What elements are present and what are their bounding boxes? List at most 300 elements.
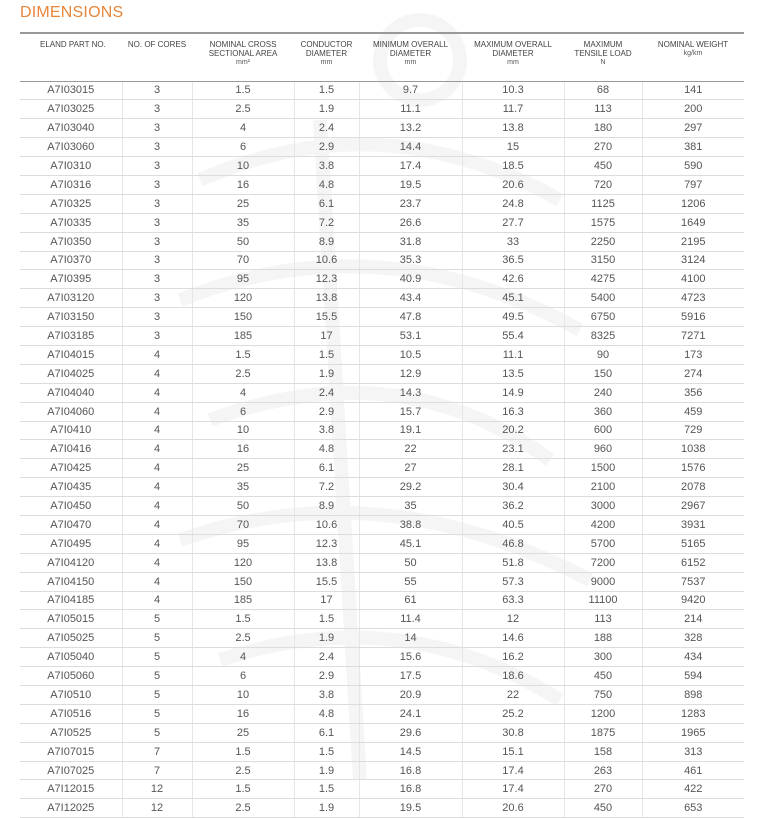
table-cell: 1.5 — [294, 742, 359, 761]
table-row — [20, 553, 744, 572]
table-cell: A7I03185 — [20, 327, 122, 346]
table-cell: 68 — [564, 81, 642, 100]
table-cell: 1283 — [642, 704, 744, 723]
table-cell: 4 — [122, 553, 192, 572]
table-cell: 1206 — [642, 194, 744, 213]
table-cell: 26.6 — [359, 213, 462, 232]
table-cell: A7I12015 — [20, 780, 122, 799]
table-cell: 18.6 — [462, 667, 564, 686]
table-cell: 7200 — [564, 553, 642, 572]
table-cell: 240 — [564, 383, 642, 402]
table-cell: 19.5 — [359, 799, 462, 818]
table-cell: 17 — [294, 327, 359, 346]
column-header-label: NOMINAL CROSS SECTIONAL AREA — [208, 40, 278, 58]
table-cell: 63.3 — [462, 591, 564, 610]
table-cell: 4 — [122, 440, 192, 459]
table-cell: A7I0470 — [20, 515, 122, 534]
table-cell: A7I0310 — [20, 157, 122, 176]
table-cell: 3931 — [642, 515, 744, 534]
table-cell: 188 — [564, 629, 642, 648]
table-cell: 40.5 — [462, 515, 564, 534]
table-cell: A7I03150 — [20, 308, 122, 327]
table-cell: 9000 — [564, 572, 642, 591]
table-cell: 328 — [642, 629, 744, 648]
table-cell: 2.4 — [294, 648, 359, 667]
table-cell: 2.4 — [294, 119, 359, 138]
table-cell: 422 — [642, 780, 744, 799]
table-cell: 450 — [564, 667, 642, 686]
table-cell: 12 — [122, 780, 192, 799]
table-cell: 797 — [642, 175, 744, 194]
table-cell: 459 — [642, 402, 744, 421]
table-cell: 10.6 — [294, 251, 359, 270]
column-header — [294, 33, 359, 81]
table-cell: A7I04015 — [20, 345, 122, 364]
table-cell: 2967 — [642, 497, 744, 516]
column-header-label: NO. OF CORES — [127, 40, 187, 49]
table-cell: 1575 — [564, 213, 642, 232]
table-cell: 150 — [192, 572, 294, 591]
table-cell: 8.9 — [294, 497, 359, 516]
table-cell: 18.5 — [462, 157, 564, 176]
table-cell: 20.6 — [462, 799, 564, 818]
table-cell: 5 — [122, 686, 192, 705]
table-cell: 2195 — [642, 232, 744, 251]
table-cell: 10 — [192, 421, 294, 440]
table-cell: A7I0395 — [20, 270, 122, 289]
table-cell: 12 — [122, 799, 192, 818]
table-cell: 16 — [192, 704, 294, 723]
table-cell: A7I07025 — [20, 761, 122, 780]
table-cell: 4 — [122, 534, 192, 553]
table-row — [20, 421, 744, 440]
dimensions-table — [20, 32, 744, 818]
column-header-unit: mm — [320, 59, 333, 66]
table-cell: 24.1 — [359, 704, 462, 723]
table-cell: 4 — [122, 383, 192, 402]
table-cell: 6.1 — [294, 194, 359, 213]
table-cell: 3 — [122, 251, 192, 270]
table-cell: 1.5 — [192, 81, 294, 100]
table-cell: 4275 — [564, 270, 642, 289]
table-cell: 3 — [122, 81, 192, 100]
table-cell: 20.9 — [359, 686, 462, 705]
table-row — [20, 667, 744, 686]
table-row — [20, 742, 744, 761]
table-cell: 17.4 — [359, 157, 462, 176]
table-cell: 11.7 — [462, 100, 564, 119]
table-row — [20, 138, 744, 157]
table-cell: 150 — [192, 308, 294, 327]
table-cell: 27 — [359, 459, 462, 478]
table-cell: 6.1 — [294, 723, 359, 742]
table-cell: 4 — [122, 364, 192, 383]
table-cell: 14.4 — [359, 138, 462, 157]
table-cell: 2.5 — [192, 629, 294, 648]
table-cell: 7 — [122, 742, 192, 761]
column-header-unit: mm² — [236, 59, 250, 66]
table-cell: 6 — [192, 138, 294, 157]
table-cell: 50 — [192, 497, 294, 516]
table-cell: A7I0525 — [20, 723, 122, 742]
table-cell: A7I05015 — [20, 610, 122, 629]
table-cell: 450 — [564, 799, 642, 818]
table-cell: 5 — [122, 723, 192, 742]
table-cell: 2.5 — [192, 364, 294, 383]
table-cell: 1.5 — [192, 345, 294, 364]
table-row — [20, 648, 744, 667]
table-cell: A7I0495 — [20, 534, 122, 553]
table-cell: 1.9 — [294, 761, 359, 780]
table-cell: 14.6 — [462, 629, 564, 648]
table-cell: 55 — [359, 572, 462, 591]
table-cell: A7I03120 — [20, 289, 122, 308]
table-cell: 3 — [122, 138, 192, 157]
table-cell: 12 — [462, 610, 564, 629]
table-cell: 16 — [192, 440, 294, 459]
table-cell: 36.5 — [462, 251, 564, 270]
table-body — [20, 81, 744, 818]
table-cell: 13.8 — [294, 553, 359, 572]
table-cell: 2.4 — [294, 383, 359, 402]
table-cell: 40.9 — [359, 270, 462, 289]
table-row — [20, 308, 744, 327]
column-header-unit: kg/km — [683, 50, 703, 57]
table-row — [20, 440, 744, 459]
table-row — [20, 157, 744, 176]
table-cell: 3 — [122, 270, 192, 289]
table-cell: 141 — [642, 81, 744, 100]
table-cell: 381 — [642, 138, 744, 157]
table-cell: 9.7 — [359, 81, 462, 100]
table-row — [20, 364, 744, 383]
table-cell: 5 — [122, 610, 192, 629]
table-cell: 10 — [192, 157, 294, 176]
table-cell: 2.5 — [192, 100, 294, 119]
column-header-unit: mm — [404, 59, 417, 66]
column-header — [564, 33, 642, 81]
table-cell: 2078 — [642, 478, 744, 497]
table-row — [20, 534, 744, 553]
table-cell: 297 — [642, 119, 744, 138]
table-cell: 4 — [122, 572, 192, 591]
table-cell: 4 — [122, 459, 192, 478]
table-cell: 6.1 — [294, 459, 359, 478]
table-cell: 4 — [122, 515, 192, 534]
table-cell: A7I05060 — [20, 667, 122, 686]
table-row — [20, 81, 744, 100]
table-row — [20, 686, 744, 705]
table-cell: 15 — [462, 138, 564, 157]
table-cell: 16.8 — [359, 780, 462, 799]
table-cell: 3 — [122, 119, 192, 138]
table-cell: 356 — [642, 383, 744, 402]
column-header-label: MINIMUM OVERALL DIAMETER — [372, 40, 449, 58]
table-cell: 3 — [122, 308, 192, 327]
table-cell: 29.6 — [359, 723, 462, 742]
table-cell: 45.1 — [359, 534, 462, 553]
table-cell: 1649 — [642, 213, 744, 232]
table-cell: 2250 — [564, 232, 642, 251]
table-row — [20, 251, 744, 270]
table-row — [20, 572, 744, 591]
table-cell: 22 — [359, 440, 462, 459]
table-cell: 1.5 — [192, 780, 294, 799]
table-row — [20, 345, 744, 364]
table-cell: 3.8 — [294, 686, 359, 705]
table-cell: 17.4 — [462, 761, 564, 780]
table-cell: 15.7 — [359, 402, 462, 421]
table-cell: 22 — [462, 686, 564, 705]
table-cell: 200 — [642, 100, 744, 119]
table-cell: 24.8 — [462, 194, 564, 213]
table-cell: 1.5 — [192, 742, 294, 761]
table-cell: 653 — [642, 799, 744, 818]
column-header-label: CONDUCTOR DIAMETER — [300, 40, 353, 58]
table-cell: 95 — [192, 270, 294, 289]
table-cell: 61 — [359, 591, 462, 610]
table-cell: 53.1 — [359, 327, 462, 346]
table-cell: A7I04060 — [20, 402, 122, 421]
table-cell: 1.5 — [192, 610, 294, 629]
table-cell: A7I05040 — [20, 648, 122, 667]
table-cell: 14 — [359, 629, 462, 648]
table-row — [20, 175, 744, 194]
table-cell: 594 — [642, 667, 744, 686]
table-cell: 3 — [122, 289, 192, 308]
table-cell: 4200 — [564, 515, 642, 534]
table-cell: 4 — [122, 421, 192, 440]
table-cell: 898 — [642, 686, 744, 705]
table-cell: A7I0325 — [20, 194, 122, 213]
column-header — [642, 33, 744, 81]
table-cell: 4.8 — [294, 175, 359, 194]
table-cell: 7 — [122, 761, 192, 780]
table-cell: 10.6 — [294, 515, 359, 534]
table-row — [20, 383, 744, 402]
table-cell: 12.3 — [294, 534, 359, 553]
table-cell: 1.5 — [294, 780, 359, 799]
column-header — [192, 33, 294, 81]
table-cell: A7I0335 — [20, 213, 122, 232]
column-header-unit: mm — [507, 59, 519, 66]
table-cell: 4 — [122, 591, 192, 610]
table-row — [20, 610, 744, 629]
table-cell: 12.3 — [294, 270, 359, 289]
table-row — [20, 402, 744, 421]
table-cell: 5916 — [642, 308, 744, 327]
table-cell: 1576 — [642, 459, 744, 478]
page-title: DIMENSIONS — [20, 4, 124, 21]
table-cell: 1.9 — [294, 100, 359, 119]
table-cell: 4 — [192, 648, 294, 667]
table-header — [20, 33, 744, 81]
table-cell: 19.1 — [359, 421, 462, 440]
table-cell: 113 — [564, 610, 642, 629]
table-cell: 8.9 — [294, 232, 359, 251]
table-cell: 173 — [642, 345, 744, 364]
table-cell: 9420 — [642, 591, 744, 610]
table-cell: 4 — [192, 119, 294, 138]
table-cell: 1200 — [564, 704, 642, 723]
table-cell: 30.4 — [462, 478, 564, 497]
table-cell: 6 — [192, 402, 294, 421]
table-cell: 15.1 — [462, 742, 564, 761]
table-cell: 31.8 — [359, 232, 462, 251]
table-cell: 95 — [192, 534, 294, 553]
table-cell: 4 — [122, 478, 192, 497]
table-cell: 8325 — [564, 327, 642, 346]
table-cell: 70 — [192, 251, 294, 270]
table-cell: 1.5 — [294, 81, 359, 100]
table-cell: A7I03015 — [20, 81, 122, 100]
table-cell: 2.5 — [192, 799, 294, 818]
table-row — [20, 515, 744, 534]
table-cell: 35 — [192, 213, 294, 232]
table-row — [20, 232, 744, 251]
table-cell: A7I03060 — [20, 138, 122, 157]
table-cell: 25 — [192, 194, 294, 213]
table-cell: 10 — [192, 686, 294, 705]
table-cell: 11.4 — [359, 610, 462, 629]
table-cell: 15.5 — [294, 572, 359, 591]
table-cell: 16.2 — [462, 648, 564, 667]
table-cell: 600 — [564, 421, 642, 440]
table-cell: 35.3 — [359, 251, 462, 270]
table-cell: 35 — [359, 497, 462, 516]
table-cell: 3.8 — [294, 157, 359, 176]
table-cell: 42.6 — [462, 270, 564, 289]
table-cell: 57.3 — [462, 572, 564, 591]
table-cell: 4100 — [642, 270, 744, 289]
table-row — [20, 194, 744, 213]
table-cell: 29.2 — [359, 478, 462, 497]
table-row — [20, 459, 744, 478]
table-cell: 46.8 — [462, 534, 564, 553]
table-cell: 300 — [564, 648, 642, 667]
table-cell: A7I0350 — [20, 232, 122, 251]
table-cell: 14.3 — [359, 383, 462, 402]
table-cell: 23.7 — [359, 194, 462, 213]
table-cell: 5 — [122, 629, 192, 648]
table-cell: 51.8 — [462, 553, 564, 572]
table-cell: A7I0416 — [20, 440, 122, 459]
table-cell: 19.5 — [359, 175, 462, 194]
table-row — [20, 478, 744, 497]
table-cell: 270 — [564, 780, 642, 799]
column-header-label: MAXIMUM OVERALL DIAMETER — [474, 40, 552, 58]
table-cell: 313 — [642, 742, 744, 761]
table-cell: 7537 — [642, 572, 744, 591]
table-cell: 2.9 — [294, 138, 359, 157]
table-cell: 185 — [192, 591, 294, 610]
table-cell: A7I12025 — [20, 799, 122, 818]
table-cell: 185 — [192, 327, 294, 346]
table-cell: 1965 — [642, 723, 744, 742]
table-cell: 158 — [564, 742, 642, 761]
table-cell: 90 — [564, 345, 642, 364]
column-header — [359, 33, 462, 81]
table-cell: 150 — [564, 364, 642, 383]
table-cell: 3124 — [642, 251, 744, 270]
table-cell: 55.4 — [462, 327, 564, 346]
table-cell: 25 — [192, 459, 294, 478]
table-cell: 2100 — [564, 478, 642, 497]
table-cell: 12.9 — [359, 364, 462, 383]
table-cell: 11.1 — [462, 345, 564, 364]
table-cell: A7I0370 — [20, 251, 122, 270]
column-header — [462, 33, 564, 81]
table-cell: 23.1 — [462, 440, 564, 459]
table-cell: 3000 — [564, 497, 642, 516]
table-row — [20, 629, 744, 648]
table-cell: 7.2 — [294, 213, 359, 232]
table-cell: 6750 — [564, 308, 642, 327]
table-cell: 50 — [359, 553, 462, 572]
table-cell: 4 — [192, 383, 294, 402]
table-cell: 10.3 — [462, 81, 564, 100]
table-cell: 720 — [564, 175, 642, 194]
table-cell: 180 — [564, 119, 642, 138]
table-cell: A7I0516 — [20, 704, 122, 723]
table-cell: 461 — [642, 761, 744, 780]
table-cell: 2.9 — [294, 402, 359, 421]
table-row — [20, 270, 744, 289]
table-cell: A7I05025 — [20, 629, 122, 648]
table-cell: 10.5 — [359, 345, 462, 364]
table-cell: A7I0435 — [20, 478, 122, 497]
table-cell: 750 — [564, 686, 642, 705]
table-cell: 3 — [122, 175, 192, 194]
table-cell: 16.3 — [462, 402, 564, 421]
table-cell: 16 — [192, 175, 294, 194]
column-header — [20, 33, 122, 81]
table-cell: 7271 — [642, 327, 744, 346]
table-cell: 50 — [192, 232, 294, 251]
table-cell: 360 — [564, 402, 642, 421]
table-cell: 274 — [642, 364, 744, 383]
table-cell: 3150 — [564, 251, 642, 270]
table-cell: 5165 — [642, 534, 744, 553]
table-cell: 1.5 — [294, 345, 359, 364]
table-cell: 5400 — [564, 289, 642, 308]
table-cell: 4 — [122, 345, 192, 364]
column-header — [122, 33, 192, 81]
table-cell: 15.6 — [359, 648, 462, 667]
column-header-label: ELAND PART NO. — [40, 40, 106, 49]
table-cell: A7I04025 — [20, 364, 122, 383]
table-cell: 27.7 — [462, 213, 564, 232]
table-cell: 120 — [192, 553, 294, 572]
table-row — [20, 497, 744, 516]
table-row — [20, 780, 744, 799]
table-cell: 263 — [564, 761, 642, 780]
table-row — [20, 289, 744, 308]
table-cell: A7I0316 — [20, 175, 122, 194]
table-cell: 3 — [122, 100, 192, 119]
table-cell: A7I0510 — [20, 686, 122, 705]
table-cell: 13.8 — [462, 119, 564, 138]
table-cell: 1.9 — [294, 799, 359, 818]
table-cell: 13.5 — [462, 364, 564, 383]
table-cell: 47.8 — [359, 308, 462, 327]
table-cell: 3.8 — [294, 421, 359, 440]
table-cell: 20.2 — [462, 421, 564, 440]
table-cell: 4 — [122, 497, 192, 516]
table-cell: 70 — [192, 515, 294, 534]
table-cell: 25 — [192, 723, 294, 742]
table-cell: 2.9 — [294, 667, 359, 686]
